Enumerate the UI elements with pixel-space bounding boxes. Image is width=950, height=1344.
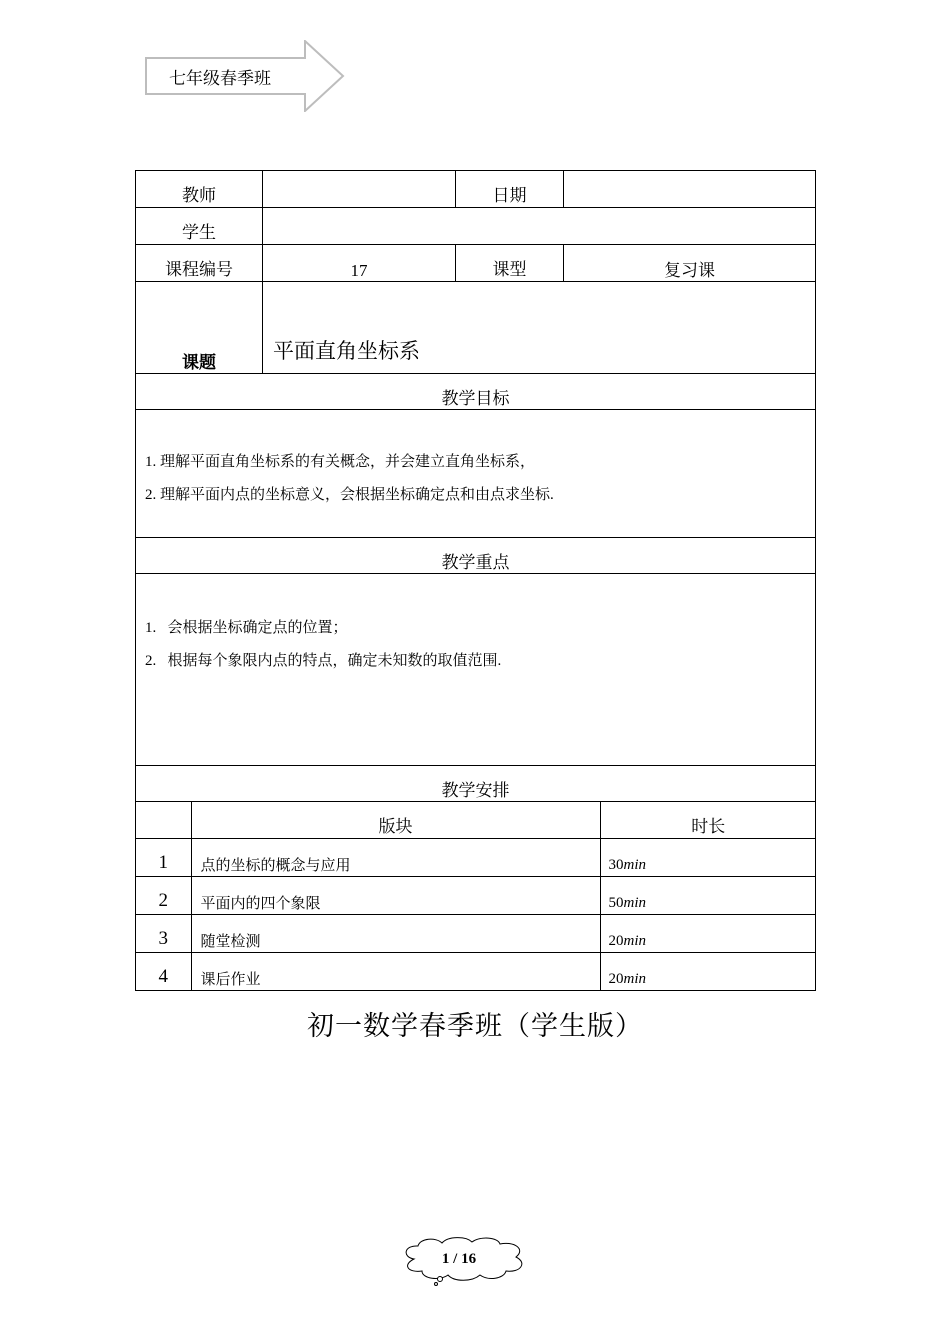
goals-heading: 教学目标 [136, 374, 816, 410]
row-duration: 20min [600, 915, 816, 953]
key-points-heading: 教学重点 [136, 538, 816, 574]
row-duration: 50min [600, 877, 816, 915]
document-footer-title: 初一数学春季班（学生版） [307, 1011, 643, 1042]
page-number: 1 / 16 [441, 1251, 477, 1267]
row-index: 1 [136, 839, 191, 877]
goal-item: 2. 理解平面内点的坐标意义，会根据坐标确定点和由点求坐标. [145, 487, 554, 503]
table-row [136, 877, 816, 915]
row-block: 随堂检测 [191, 915, 600, 953]
table-row [136, 915, 816, 953]
date-label: 日期 [456, 171, 564, 208]
row-block: 平面内的四个象限 [191, 877, 600, 915]
row-block: 课后作业 [191, 953, 600, 991]
table-row [136, 839, 816, 877]
key-point-item: 2. 根据每个象限内点的特点，确定未知数的取值范围. [145, 653, 502, 669]
schedule-index-header [136, 802, 191, 839]
schedule-container [136, 802, 816, 991]
topic-label: 课题 [136, 282, 263, 374]
key-points-content [136, 574, 816, 766]
table-row [136, 953, 816, 991]
course-number-value: 17 [263, 245, 456, 282]
course-type-value: 复习课 [564, 245, 816, 282]
grade-label: 七年级春季班 [169, 69, 271, 89]
row-index: 3 [136, 915, 191, 953]
student-value [263, 208, 816, 245]
lesson-plan-table [135, 170, 816, 991]
schedule-table [136, 802, 816, 990]
goals-content [136, 410, 816, 538]
schedule-heading: 教学安排 [136, 766, 816, 802]
course-type-label: 课型 [456, 245, 564, 282]
row-block: 点的坐标的概念与应用 [191, 839, 600, 877]
block-column-header: 版块 [191, 802, 600, 839]
teacher-value [263, 171, 456, 208]
date-value [564, 171, 816, 208]
goal-item: 1. 理解平面直角坐标系的有关概念，并会建立直角坐标系， [145, 454, 536, 470]
teacher-label: 教师 [136, 171, 263, 208]
duration-column-header: 时长 [600, 802, 816, 839]
key-point-item: 1. 会根据坐标确定点的位置； [145, 620, 348, 636]
topic-value: 平面直角坐标系 [263, 282, 816, 374]
course-number-label: 课程编号 [136, 245, 263, 282]
row-duration: 20min [600, 953, 816, 991]
row-index: 2 [136, 877, 191, 915]
row-index: 4 [136, 953, 191, 991]
page-indicator [400, 1237, 530, 1287]
row-duration: 30min [600, 839, 816, 877]
schedule-header-row [136, 802, 816, 839]
student-label: 学生 [136, 208, 263, 245]
grade-arrow-tag [145, 40, 345, 112]
